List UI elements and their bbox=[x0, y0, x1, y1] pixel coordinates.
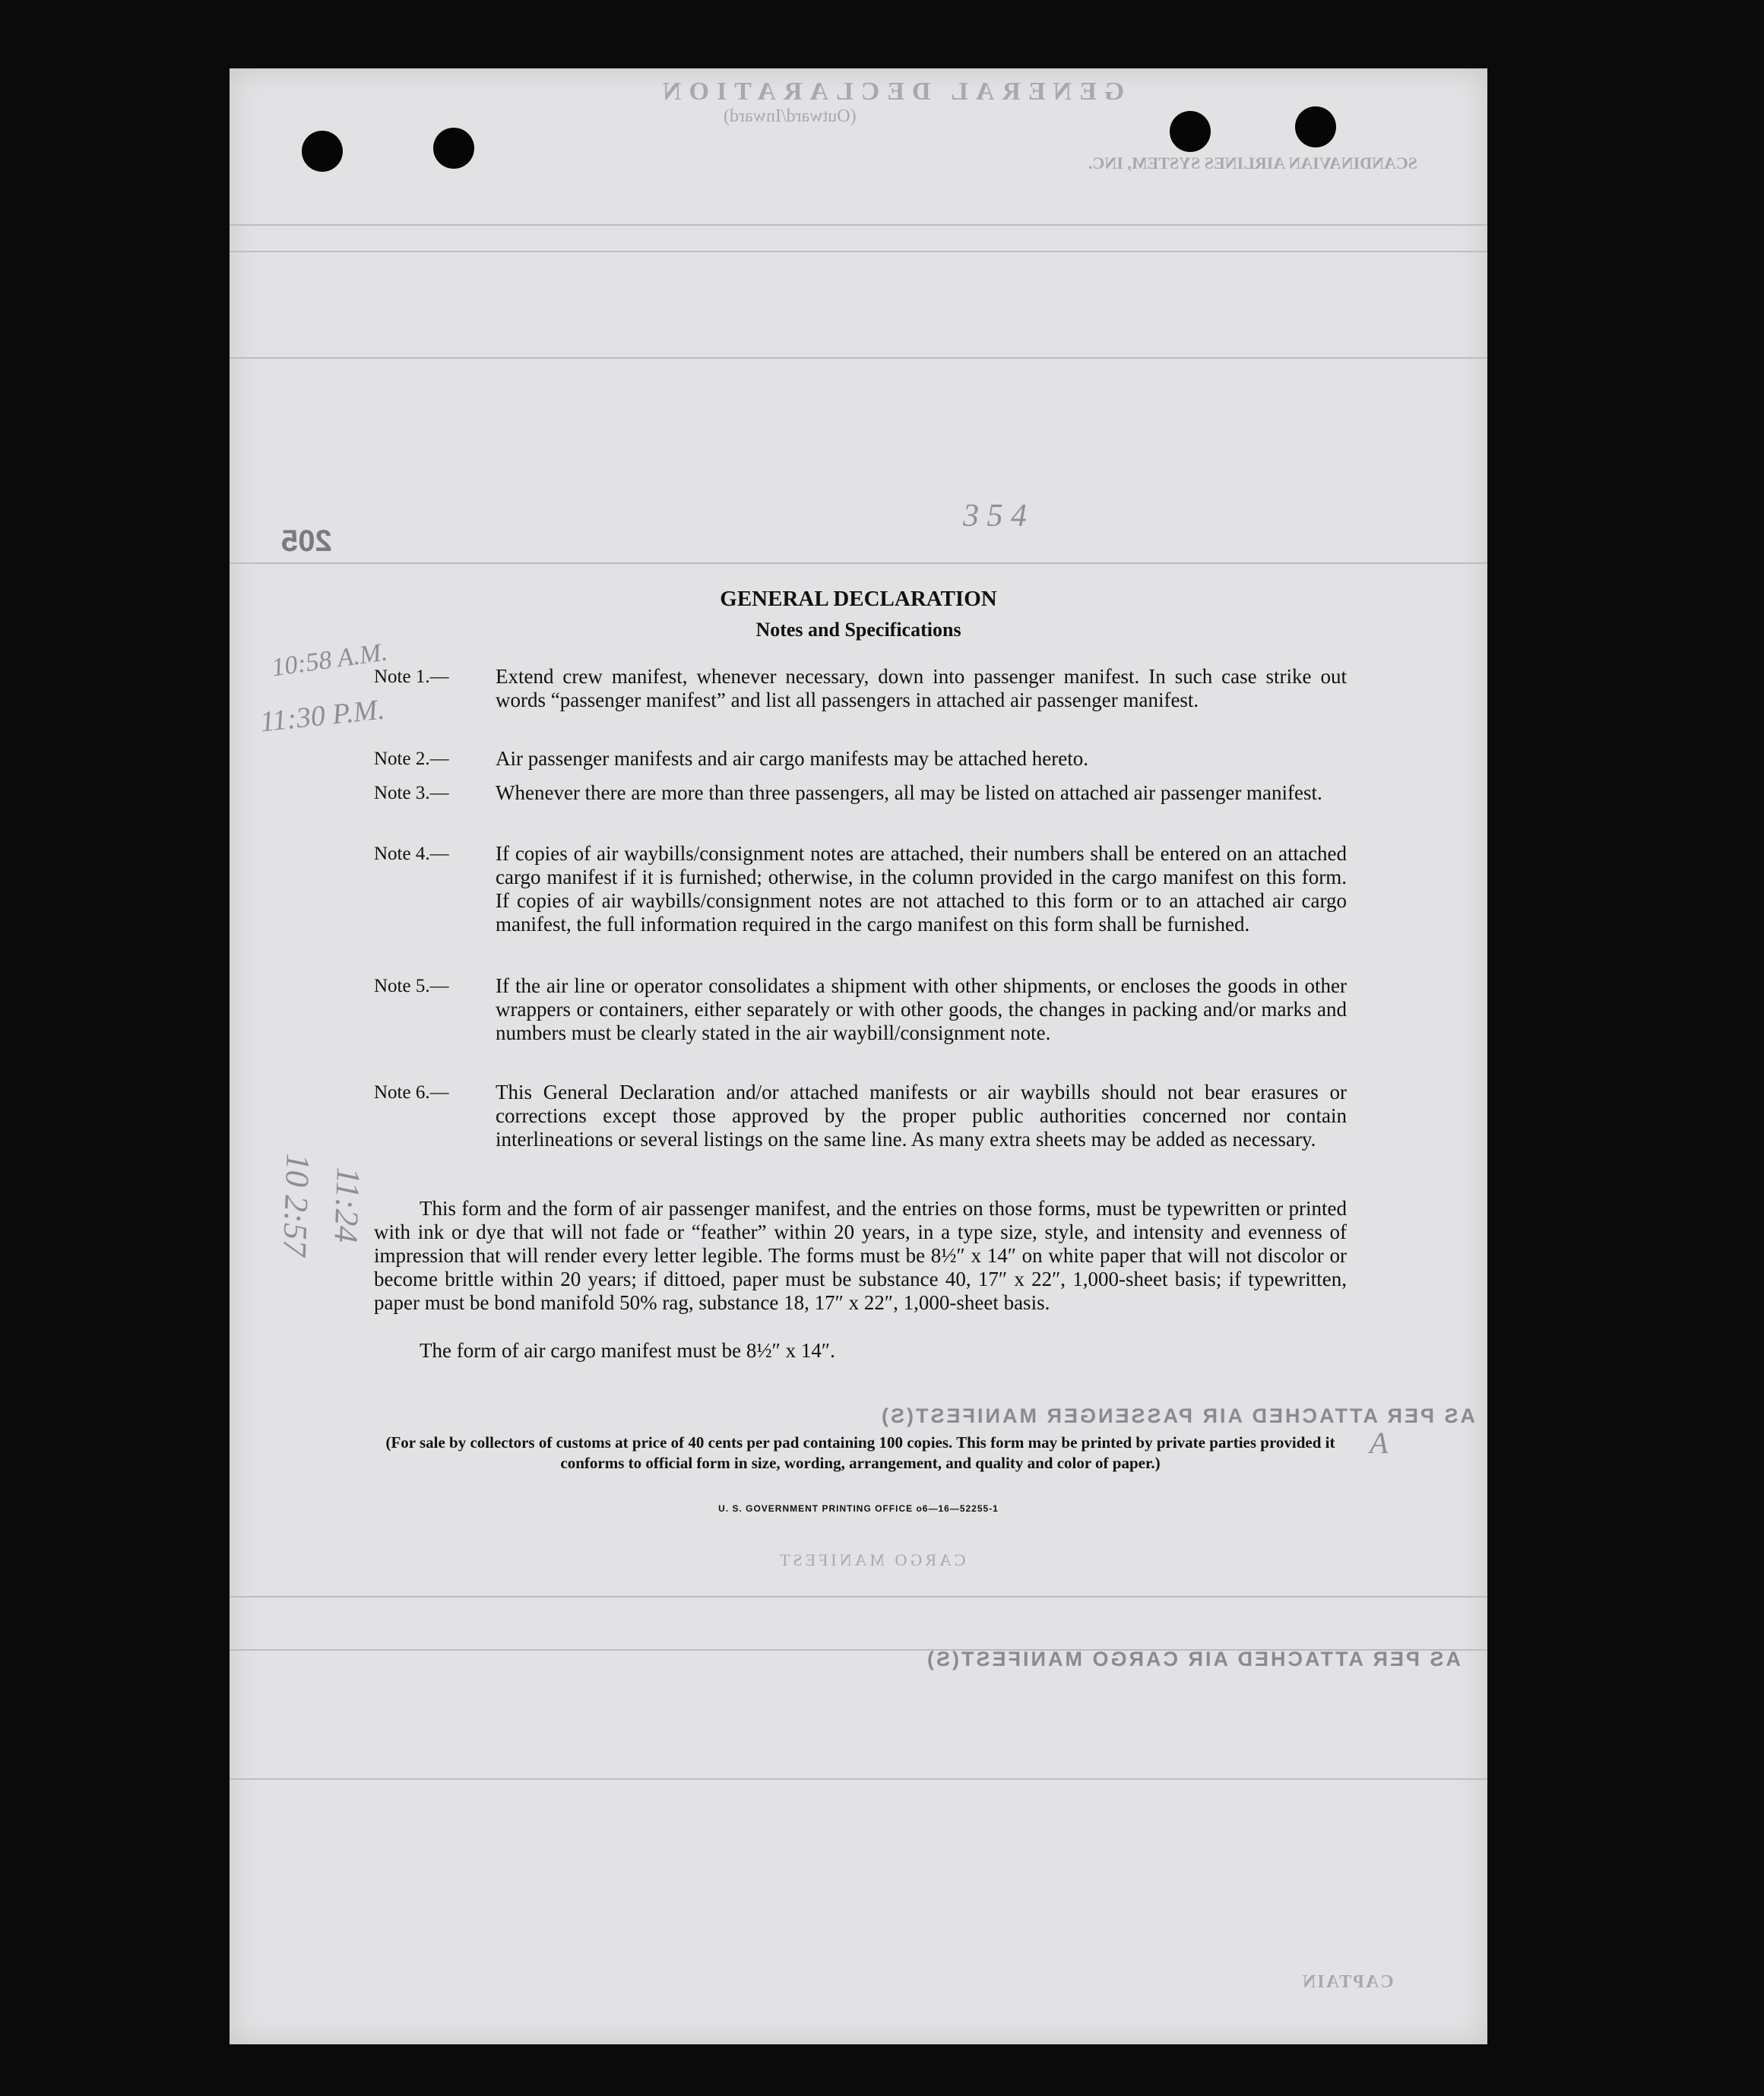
ghost-rule bbox=[230, 224, 1487, 226]
ghost-top-title: GENERAL DECLARATION bbox=[655, 78, 1125, 106]
note-label: Note 6.— bbox=[374, 1082, 449, 1103]
punch-hole-2 bbox=[433, 128, 474, 169]
note-text: Whenever there are more than three passengers, all may be listed on attached air passenger manifest. bbox=[496, 781, 1322, 804]
punch-hole-1 bbox=[302, 131, 343, 172]
punch-hole-4 bbox=[1295, 106, 1336, 147]
note-6 bbox=[374, 1081, 1347, 1151]
note-text: If copies of air waybills/consignment notes are attached, their numbers shall be entered on an attached cargo manifest if it is furnished; otherwise, in the column provided in the cargo manifest on this form. If copies of air waybills/consignment notes are not attached to this form or to an attached air cargo manifest, the full information required in the cargo manifest on this form shall be furnished. bbox=[496, 842, 1347, 936]
note-text: Air passenger manifests and air cargo manifests may be attached hereto. bbox=[496, 747, 1088, 770]
note-4 bbox=[374, 842, 1347, 936]
note-1 bbox=[374, 665, 1347, 712]
note-label: Note 4.— bbox=[374, 844, 449, 864]
note-5 bbox=[374, 974, 1347, 1045]
note-label: Note 1.— bbox=[374, 666, 449, 687]
printer-line: U. S. GOVERNMENT PRINTING OFFICE o6—16—52255-1 bbox=[718, 1503, 999, 1514]
ghost-airline: SCANDINAVIAN AIRLINES SYSTEM, INC. bbox=[1088, 154, 1417, 173]
ghost-cargo-heading: CARGO MANIFEST bbox=[777, 1550, 966, 1569]
stamp-205: 205 bbox=[281, 524, 332, 558]
handwritten-number-b: 11:24 bbox=[327, 1166, 367, 1244]
note-3 bbox=[374, 781, 1347, 805]
ghost-captain: CAPTAIN bbox=[1301, 1972, 1394, 1992]
note-label: Note 3.— bbox=[374, 783, 449, 803]
handwritten-time-a: 10:58 A.M. bbox=[270, 638, 390, 682]
note-text: This General Declaration and/or attached manifests or air waybills should not bear erasures or corrections except those approved by the proper public authorities concerned nor contain interlineations or several listings on the same line. As many extra sheets may be added as necessary. bbox=[496, 1081, 1347, 1151]
page-title: GENERAL DECLARATION bbox=[720, 587, 997, 611]
note-label: Note 5.— bbox=[374, 976, 449, 996]
ghost-rule bbox=[230, 357, 1487, 359]
note-2 bbox=[374, 747, 1347, 771]
ghost-rule bbox=[230, 1778, 1487, 1780]
note-text: If the air line or operator consolidates a shipment with other shipments, or encloses the goods in other wrappers or containers, either separately or with other goods, the changes in packing and/or marks and numbers must be clearly stated in the air waybill/consignment note. bbox=[496, 974, 1347, 1044]
ghost-rule bbox=[230, 251, 1487, 252]
handwritten-letter: A bbox=[1370, 1426, 1389, 1460]
passenger-manifest-stamp: AS PER ATTACHED AIR PASSENGER MANIFEST(S) bbox=[879, 1404, 1476, 1427]
cargo-form-size: The form of air cargo manifest must be 8½″ x 14″. bbox=[420, 1339, 835, 1362]
ghost-rule bbox=[230, 1596, 1487, 1597]
page-subtitle: Notes and Specifications bbox=[755, 619, 961, 641]
handwritten-time-b: 11:30 P.M. bbox=[258, 693, 387, 739]
note-text: Extend crew manifest, whenever necessary, down into passenger manifest. In such case strike out words “passenger manifest” and list all passengers in attached air passenger manifest. bbox=[496, 665, 1347, 711]
specification-paragraph: This form and the form of air passenger manifest, and the entries on those forms, must be typewritten or printed with ink or dye that will not fade or “feather” within 20 years, in a type size, style, and intensity and evenness of impression that will render every letter legible. The forms must be 8½″ x 14″ on white paper that will not discolor or become brittle within 20 years; if dittoed, paper must be substance 40, 17″ x 22″, 1,000-sheet basis; if typewritten, paper must be bond manifold 50% rag, substance 18, 17″ x 22″, 1,000-sheet basis. bbox=[374, 1197, 1347, 1314]
punch-hole-3 bbox=[1170, 111, 1211, 152]
handwritten-digits: 3 5 4 bbox=[963, 499, 1027, 533]
ghost-rule bbox=[230, 562, 1487, 564]
document-sheet bbox=[230, 68, 1487, 2044]
ghost-top-sub: (Outward/Inward) bbox=[724, 106, 857, 126]
handwritten-number-a: 10 2:57 bbox=[275, 1152, 317, 1258]
sale-note: (For sale by collectors of customs at price of 40 cents per pad containing 100 copies. This form may be printed by private parties provided it conforms to official form in size, wording, arrangement, and quality and color of paper.) bbox=[385, 1433, 1335, 1472]
cargo-manifest-stamp: AS PER ATTACHED AIR CARGO MANIFEST(S) bbox=[925, 1648, 1461, 1670]
note-label: Note 2.— bbox=[374, 749, 449, 769]
